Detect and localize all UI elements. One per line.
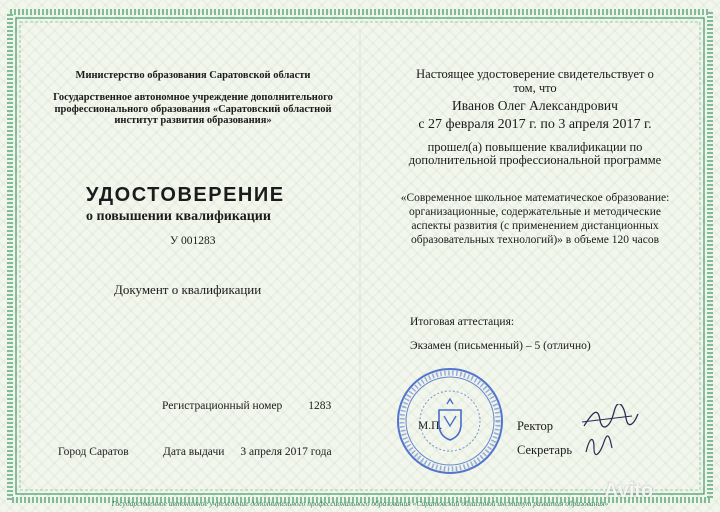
city: Город Саратов bbox=[58, 446, 129, 458]
program-text: «Современное школьное математическое образование: организационные, содержательные и методические аспекты развития (с применением дистанционных образовательных технологий)» в объеме 120 часов bbox=[400, 192, 670, 246]
issue-date: 3 апреля 2017 года bbox=[240, 446, 332, 458]
document-subtitle: о повышении квалификации bbox=[86, 209, 271, 224]
document-type: Документ о квалификации bbox=[114, 282, 262, 297]
serial-number: У 001283 bbox=[170, 235, 216, 247]
secretary-label: Секретарь bbox=[517, 443, 573, 457]
issue-label: Дата выдачи bbox=[163, 446, 225, 458]
institution-name: Государственное автономное учреждение дополнительного профессионального образования «Саратовский областной институт развития образования» bbox=[53, 92, 333, 126]
final-attestation-label: Итоговая аттестация: bbox=[410, 316, 515, 328]
issue-row bbox=[163, 446, 332, 458]
rector-signature bbox=[580, 404, 640, 434]
rector-label: Ректор bbox=[517, 419, 554, 433]
registration-label: Регистрационный номер bbox=[162, 400, 283, 412]
registration-row bbox=[162, 400, 331, 412]
document-title: УДОСТОВЕРЕНИЕ bbox=[86, 184, 285, 206]
exam-result: Экзамен (письменный) – 5 (отлично) bbox=[410, 340, 591, 352]
seal-place-label: М.П. bbox=[418, 420, 443, 432]
certify-text: Настоящее удостоверение свидетельствует о том, что bbox=[416, 67, 654, 95]
holder-name: Иванов Олег Александрович bbox=[452, 98, 618, 113]
watermark: Avito bbox=[604, 480, 654, 502]
ministry-name: Министерство образования Саратовской области bbox=[75, 70, 311, 81]
training-period: с 27 февраля 2017 г. по 3 апреля 2017 г. bbox=[418, 117, 652, 132]
passed-text: прошел(а) повышение квалификации по дополнительной профессиональной программе bbox=[408, 140, 662, 167]
registration-number: 1283 bbox=[308, 400, 332, 412]
secretary-signature bbox=[582, 432, 616, 458]
footer-text: Государственное автономное учреждение дополнительного профессионального образования «Саратовский областной институт развития образования» bbox=[111, 499, 609, 508]
official-seal bbox=[395, 366, 505, 476]
